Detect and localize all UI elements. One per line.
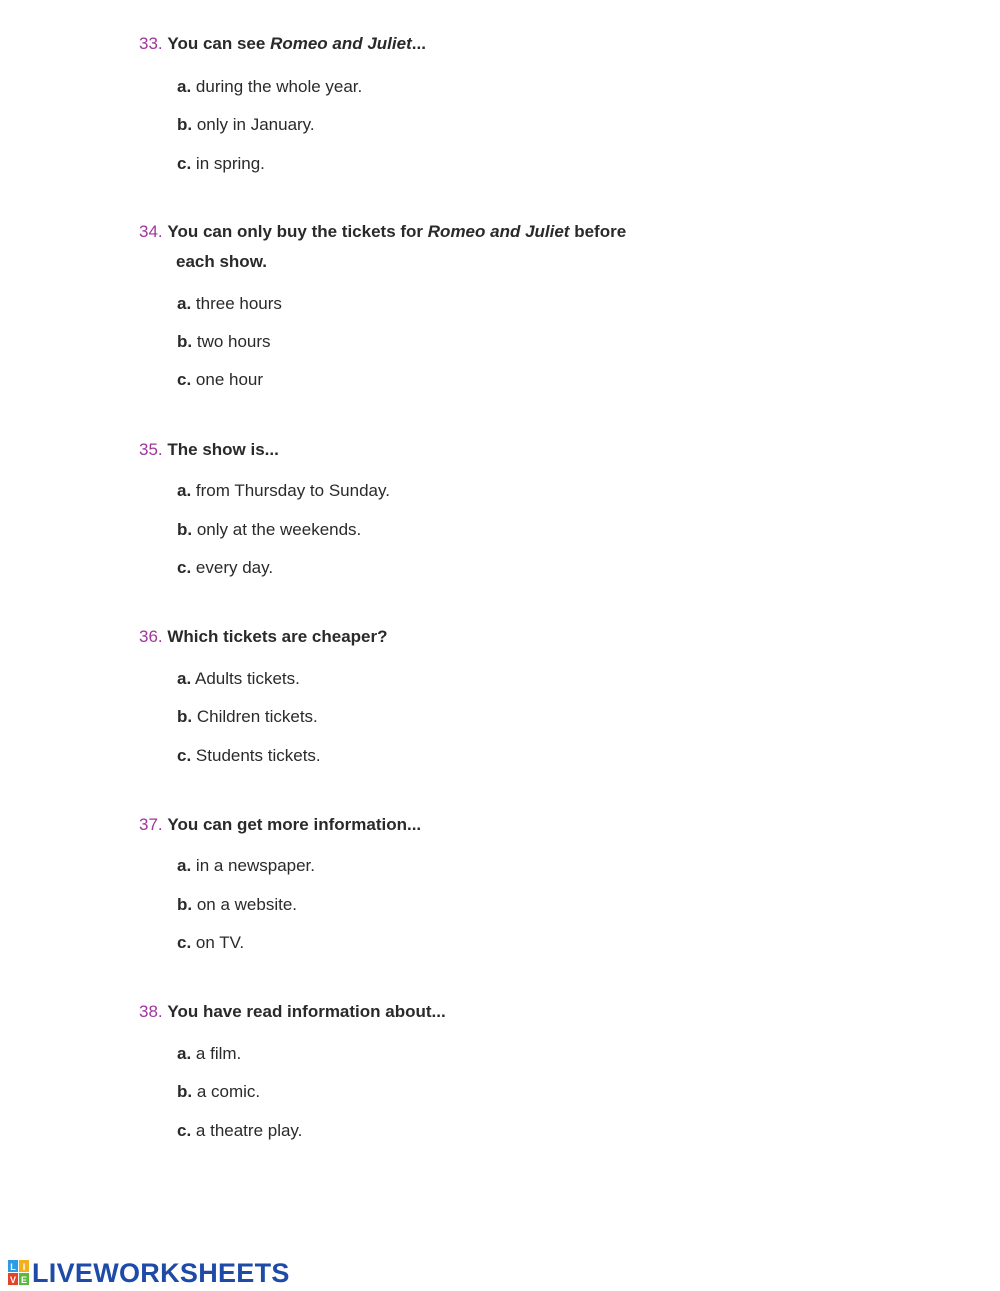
option-a[interactable]: a. during the whole year. [177,77,363,96]
option-c[interactable]: c. in spring. [177,154,265,173]
question-number: 36. [139,627,163,646]
option-a[interactable]: a. three hours [177,294,282,313]
option-c[interactable]: c. one hour [177,370,264,389]
question-text: Which tickets are cheaper? [167,627,388,646]
question-text: You can get more information... [167,815,422,834]
question-34 [139,222,626,242]
option-c[interactable]: c. on TV. [177,933,245,952]
option-c[interactable]: c. every day. [177,558,274,577]
question-number: 37. [139,815,163,834]
svg-text:E: E [20,1275,28,1285]
question-35 [139,440,279,460]
svg-text:V: V [9,1275,17,1285]
option-b[interactable]: b. only in January. [177,115,315,134]
question-number: 33. [139,34,163,53]
option-a[interactable]: a. in a newspaper. [177,856,316,875]
question-text: You have read information about... [167,1002,446,1021]
svg-text:I: I [22,1262,26,1272]
question-number: 35. [139,440,163,459]
option-a[interactable]: a. from Thursday to Sunday. [177,481,390,500]
question-number: 34. [139,222,163,241]
option-b[interactable]: b. on a website. [177,895,298,914]
question-text: You can only buy the tickets for Romeo and Juliet before [167,222,627,241]
question-38 [139,1002,446,1022]
question-36 [139,627,388,647]
option-a[interactable]: a. a film. [177,1044,242,1063]
liveworksheets-logo-icon [8,1260,30,1286]
option-b[interactable]: b. two hours [177,332,271,351]
option-b[interactable]: b. Children tickets. [177,707,318,726]
option-b[interactable]: b. only at the weekends. [177,520,362,539]
question-33 [139,34,426,54]
question-text: You can see Romeo and Juliet... [167,34,426,53]
option-c[interactable]: c. Students tickets. [177,746,321,765]
option-c[interactable]: c. a theatre play. [177,1121,303,1140]
liveworksheets-logo [8,1259,290,1287]
question-37 [139,815,421,835]
question-number: 38. [139,1002,163,1021]
option-a[interactable]: a. Adults tickets. [177,669,300,688]
question-text-continuation: each show. [176,252,268,271]
question-text: The show is... [167,440,279,459]
svg-text:L: L [10,1262,16,1272]
option-b[interactable]: b. a comic. [177,1082,261,1101]
logo-text: LIVEWORKSHEETS [32,1258,290,1288]
